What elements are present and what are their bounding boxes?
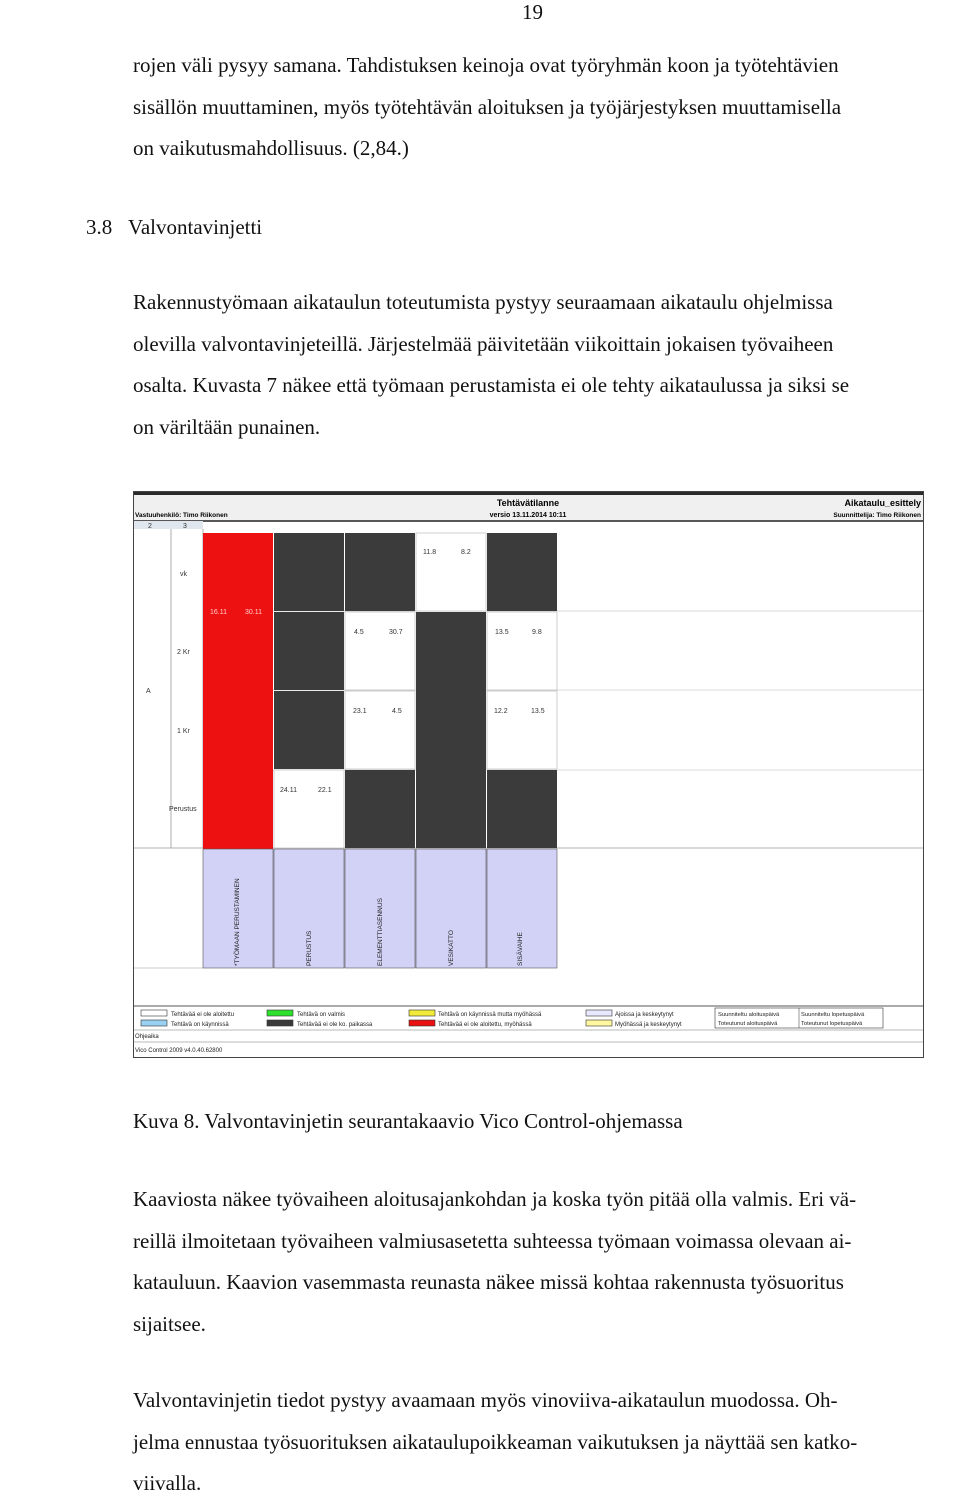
phase-label: ELEMENTTIASENNUS: [377, 898, 384, 966]
cell-date-start: 13.5: [495, 629, 509, 636]
legend-swatch: [409, 1010, 435, 1016]
paragraph-1-line: sisällön muuttaminen, myös työtehtävän aloituksen ja työjärjestyksen muuttamisella: [133, 94, 842, 119]
paragraph-3-line: Kaaviosta näkee työvaiheen aloitusajankohdan ja koska työn pitää olla valmis. Eri vä-: [133, 1187, 857, 1211]
col-label: 2: [148, 523, 152, 530]
cell-date-start: 4.5: [354, 629, 364, 636]
header-responsible: Vastuuhenkilö: Timo Riikonen: [135, 512, 228, 519]
row-label-2kr: 2 Kr: [177, 649, 190, 656]
section-title: Valvontavinjetti: [128, 215, 263, 239]
cell-date-end: 8.2: [461, 549, 471, 556]
cell-date-end: 4.5: [392, 708, 402, 715]
phase-label: VESIKATTO: [448, 930, 455, 966]
legend-swatch: [409, 1020, 435, 1026]
footer-version: Vico Control 2009 v4.0.40.62800: [135, 1048, 223, 1054]
vignette-chart: [133, 491, 924, 1058]
paragraph-3-line: sijaitsee.: [133, 1311, 206, 1336]
paragraph-2-line: osalta. Kuvasta 7 näkee että työmaan perustamista ei ole tehty aikataulussa ja siksi se: [133, 373, 850, 397]
phase-cell-dark: [274, 612, 344, 690]
phase-cell-white: [487, 691, 557, 769]
paragraph-4-line: jelma ennustaa työsuorituksen aikataulupoikkeaman vaikutuksen ja näyttää sen katko-: [133, 1429, 858, 1454]
cell-date-end: 13.5: [531, 708, 545, 715]
phase-cell-dark: [345, 533, 415, 611]
phase-cell-white: [345, 691, 415, 769]
phase-cell-white: [487, 612, 557, 690]
col-label-strip: [133, 521, 203, 529]
legend-text: Tehtävä on valmis: [297, 1012, 346, 1018]
phase-label: SISÄVAIHE: [517, 932, 524, 966]
phase-cell-white: [416, 533, 486, 611]
cell-date-start: 12.2: [494, 708, 508, 715]
legend-swatch: [586, 1020, 612, 1026]
header-designer: Suunnittelija: Timo Riikonen: [833, 512, 921, 519]
cell-date-start: 16.11: [210, 609, 227, 616]
legend-text: Tehtävää ei ole ko. paikassa: [297, 1022, 373, 1028]
paragraph-1: [133, 45, 955, 170]
paragraph-4-line: Valvontavinjetin tiedot pystyy avaamaan myös vinoviiva-aikataulun muodossa. Oh-: [133, 1388, 838, 1412]
paragraph-3-line: reillä ilmoitetaan työvaiheen valmiusasetetta suhteessa työmaan voimassa olevaan ai-: [133, 1228, 852, 1253]
legend-swatch: [586, 1010, 612, 1016]
legend-dates-text: Suunniteltu lopetuspäivä: [801, 1012, 865, 1018]
paragraph-2-line: on väriltään punainen.: [133, 414, 321, 439]
cell-date-start: 23.1: [353, 708, 367, 715]
row-label-vk: vk: [180, 571, 187, 578]
legend-swatch: [267, 1010, 293, 1016]
legend-swatch: [267, 1020, 293, 1026]
paragraph-4: [133, 1380, 955, 1505]
legend-dates-text: Toteutunut lopetuspäivä: [801, 1021, 863, 1027]
phase-cell-white: [345, 612, 415, 690]
phase-label: PERUSTUS: [306, 930, 313, 966]
legend-dates-text: Suunniteltu aloituspäivä: [718, 1012, 780, 1018]
paragraph-2: [133, 282, 955, 448]
cell-date-end: 9.8: [532, 629, 542, 636]
paragraph-4-line: viivalla.: [133, 1471, 202, 1495]
legend-swatch: [141, 1020, 167, 1026]
row-label-1kr: 1 Kr: [177, 728, 190, 735]
phase-cell-dark: [416, 612, 486, 848]
legend-text: Tehtävää ei ole aloitettu, myöhässä: [438, 1022, 532, 1028]
row-label-perustus: Perustus: [169, 806, 197, 813]
paragraph-2-line: olevilla valvontavinjeteillä. Järjestelmää päivitetään viikoittain jokaisen työvaiheen: [133, 331, 834, 356]
paragraph-3-line: katauluun. Kaavion vasemmasta reunasta näkee missä kohtaa rakennusta työsuoritus: [133, 1270, 844, 1294]
vignette-figure: [133, 491, 924, 1058]
phase-cell-dark: [487, 533, 557, 611]
section-heading: [86, 207, 267, 248]
col-label: 3: [183, 523, 187, 530]
paragraph-3: [133, 1179, 955, 1345]
phase-cell-dark: [345, 770, 415, 848]
cell-date-end: 22.1: [318, 787, 332, 794]
legend-text: Myöhässä ja keskeytynyt: [615, 1022, 682, 1028]
phase-cell-dark: [487, 770, 557, 848]
legend-swatch: [141, 1010, 167, 1016]
footer-ohjeaika: Ohjeaika: [135, 1034, 159, 1040]
phase-label: *TYÖMAAN PERUSTAMINEN: [234, 878, 241, 966]
phase-cell-white: [274, 770, 344, 848]
legend-text: Tehtävä on käynnissä: [171, 1022, 229, 1028]
legend-text: Ajoissa ja keskeytynyt: [615, 1012, 674, 1018]
paragraph-1-line: on vaikutusmahdollisuus. (2,84.): [133, 136, 409, 160]
page-number: 19: [522, 0, 543, 24]
cell-date-start: 24.11: [280, 787, 297, 794]
legend-text: Tehtävää ei ole aloitettu: [171, 1012, 235, 1018]
legend-dates-text: Toteutunut aloituspäivä: [718, 1021, 778, 1027]
paragraph-1-line: rojen väli pysyy samana. Tahdistuksen keinoja ovat työryhmän koon ja työtehtävien: [133, 53, 839, 77]
header-version: versio 13.11.2014 10:11: [489, 512, 567, 519]
cell-date-end: 30.7: [389, 629, 403, 636]
figure-caption: Kuva 8. Valvontavinjetin seurantakaavio Vico Control-ohjemassa: [133, 1109, 683, 1133]
cell-date-end: 30.11: [245, 609, 262, 616]
header-schedule-name: Aikataulu_esittely: [844, 498, 921, 508]
phase-cell-dark: [274, 533, 344, 611]
cell-date-start: 11.8: [423, 549, 437, 556]
paragraph-2-line: Rakennustyömaan aikataulun toteutumista pystyy seuraamaan aikataulu ohjelmissa: [133, 290, 833, 314]
header-title: Tehtävätilanne: [496, 498, 560, 508]
phase-cell-dark: [274, 691, 344, 769]
legend: [141, 1008, 883, 1028]
row-label-a: A: [146, 688, 151, 695]
section-number: 3.8: [86, 215, 113, 239]
legend-text: Tehtävä on käynnissä mutta myöhässä: [438, 1012, 542, 1018]
